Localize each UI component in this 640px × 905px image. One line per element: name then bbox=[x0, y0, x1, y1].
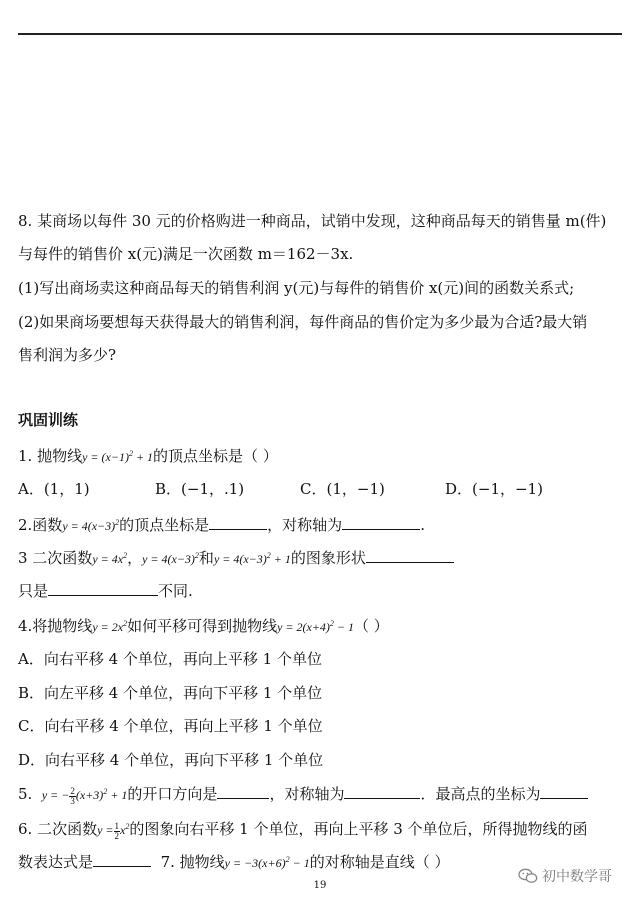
p5-text-direction: 的开口方向是 bbox=[127, 785, 218, 803]
p6-num: 1 bbox=[114, 820, 120, 831]
p2-blank-axis[interactable] bbox=[342, 515, 420, 530]
p5-text-vertex: ．最高点的坐标为 bbox=[420, 785, 541, 803]
p3-f3a: y = 4(x−3) bbox=[213, 552, 267, 566]
p6-blank-expression[interactable] bbox=[93, 852, 151, 867]
q8-line-3: (1)写出商场卖这种商品每天的销售利润 y(元)与每件的销售价 x(元)间的函数关系式; bbox=[18, 279, 575, 297]
problem-2 bbox=[18, 513, 425, 536]
p6-fx: x bbox=[120, 823, 126, 837]
p6-y: y = bbox=[97, 823, 114, 837]
p4-option-c: C．向右平移 4 个单位，再向上平移 1 个单位 bbox=[18, 717, 323, 735]
p6-post: 的图象向右平移 1 个单位，再向上平移 3 个单位后，所得抛物线的函 bbox=[129, 820, 588, 838]
p1-option-d: D．(−1，−1) bbox=[445, 480, 543, 498]
p3-only: 只是 bbox=[18, 582, 49, 600]
p4-option-a: A．向右平移 4 个单位，再向上平移 1 个单位 bbox=[18, 650, 322, 668]
p2-formula bbox=[62, 519, 119, 533]
q8-line-5: 售利润为多少? bbox=[18, 346, 117, 364]
p7-fb: − 1 bbox=[289, 856, 310, 870]
p1-prefix: 1. 抛物线 bbox=[18, 447, 83, 465]
p2-text-vertex: 的顶点坐标是 bbox=[119, 516, 210, 534]
p3-f1a: y = 4x bbox=[92, 552, 124, 566]
p4-f2exp: 2 bbox=[329, 619, 334, 628]
p4-formula-2 bbox=[277, 620, 354, 634]
p3-formula-3 bbox=[214, 552, 291, 566]
p4-prefix: 4.将抛物线 bbox=[18, 617, 93, 635]
p4-formula-1 bbox=[92, 620, 127, 634]
p4-f2b: − 1 bbox=[333, 620, 355, 634]
p2-text-axis: ，对称轴为 bbox=[267, 516, 343, 534]
p3-formula-1 bbox=[92, 552, 127, 566]
p1-formula bbox=[82, 450, 153, 464]
p3-and: 和 bbox=[198, 549, 214, 567]
p1-option-b: B．(−1，.1) bbox=[155, 480, 245, 498]
p6-den: 2 bbox=[114, 830, 120, 841]
p6-formula bbox=[97, 820, 130, 841]
p7-post: 的对称轴是直线（ ） bbox=[309, 853, 450, 871]
p2-prefix: 2.函数 bbox=[18, 516, 63, 534]
p3-formula-2 bbox=[142, 552, 199, 566]
p3-f2exp: 2 bbox=[194, 551, 199, 560]
p1-option-c: C．(1，−1) bbox=[300, 480, 385, 498]
p5-blank-axis[interactable] bbox=[344, 784, 420, 799]
problem-1 bbox=[18, 444, 278, 467]
p7-fa: y = −3(x+6) bbox=[224, 856, 286, 870]
p4-option-b: B．向左平移 4 个单位，再向下平移 1 个单位 bbox=[18, 684, 323, 702]
p5-blank-vertex[interactable] bbox=[540, 784, 588, 799]
p7-prefix: 7. 抛物线 bbox=[160, 853, 225, 871]
p1-formula-a: y = (x−1) bbox=[82, 450, 129, 464]
problem-4 bbox=[18, 614, 389, 637]
p3-f3exp: 2 bbox=[266, 551, 271, 560]
p3-blank-shape[interactable] bbox=[366, 548, 454, 563]
p1-formula-b: + 1 bbox=[132, 450, 154, 464]
p1-question: 的顶点坐标是（ ） bbox=[153, 447, 278, 465]
q8-line-4: (2)如果商场要想每天获得最大的销售利润，每件商品的售价定为多少最为合适?最大销 bbox=[18, 313, 588, 331]
p5-text-axis: ，对称轴为 bbox=[269, 785, 345, 803]
p6-prefix: 6. 二次函数 bbox=[18, 820, 98, 838]
p6-expr-text: 数表达式是 bbox=[18, 853, 94, 871]
p3-f2a: y = 4(x−3) bbox=[142, 552, 195, 566]
p2-formula-a: y = 4(x−3) bbox=[62, 519, 116, 533]
p4-f2a: y = 2(x+4) bbox=[277, 620, 330, 634]
p5-den: 3 bbox=[70, 795, 75, 806]
p4-f1a: y = 2x bbox=[92, 620, 124, 634]
problem-3 bbox=[18, 546, 454, 569]
problem-6 bbox=[18, 817, 588, 841]
p3-f1exp: 2 bbox=[123, 551, 128, 560]
p5-y: y = − bbox=[41, 788, 70, 802]
page-number: 19 bbox=[313, 880, 327, 891]
p6-exp: 2 bbox=[125, 822, 130, 831]
p3-prefix: 3 二次函数 bbox=[18, 549, 93, 567]
p3-f3b: + 1 bbox=[270, 552, 291, 566]
q8-line-2: 与每件的销售价 x(元)满足一次函数 m＝162－3x. bbox=[18, 245, 354, 263]
p5-fa: (x+3) bbox=[75, 788, 104, 802]
p7-formula bbox=[225, 856, 310, 870]
q8-line-1: 8. 某商场以每件 30 元的价格购进一种商品，试销中发现，这种商品每天的销售量 m(件) bbox=[18, 212, 607, 230]
p3-different: 不同. bbox=[158, 582, 193, 600]
problem-3-line-2 bbox=[18, 581, 193, 601]
problem-6-line-2 bbox=[18, 850, 449, 873]
p1-exp: 2 bbox=[128, 449, 133, 458]
wechat-icon bbox=[518, 868, 538, 884]
p7-exp: 2 bbox=[285, 855, 290, 864]
watermark-text: 初中数学哥 bbox=[542, 869, 612, 885]
p1-option-a: A．(1，1) bbox=[18, 480, 90, 498]
section-title: 巩固训练 bbox=[18, 411, 79, 429]
p5-num: 2 bbox=[70, 785, 75, 796]
p4-mid: 如何平移可得到抛物线 bbox=[127, 617, 278, 635]
header-rule bbox=[18, 33, 622, 35]
p2-end: . bbox=[420, 516, 425, 534]
p4-option-d: D．向右平移 4 个单位，再向下平移 1 个单位 bbox=[18, 751, 324, 769]
p5-blank-direction[interactable] bbox=[217, 784, 269, 799]
p2-blank-vertex[interactable] bbox=[209, 515, 267, 530]
watermark bbox=[518, 866, 612, 886]
p5-prefix: 5. bbox=[18, 785, 33, 803]
p5-formula bbox=[41, 785, 128, 806]
p3-text-shape: 的图象形状 bbox=[290, 549, 366, 567]
p3-sep: ， bbox=[127, 549, 143, 567]
p3-blank-difference[interactable] bbox=[48, 581, 158, 596]
p5-exp: 2 bbox=[103, 787, 108, 796]
problem-5 bbox=[18, 782, 588, 806]
p2-exp: 2 bbox=[115, 518, 120, 527]
p5-fb: + 1 bbox=[107, 788, 128, 802]
p4-paren: （ ） bbox=[354, 617, 389, 635]
p4-f1exp: 2 bbox=[123, 619, 128, 628]
